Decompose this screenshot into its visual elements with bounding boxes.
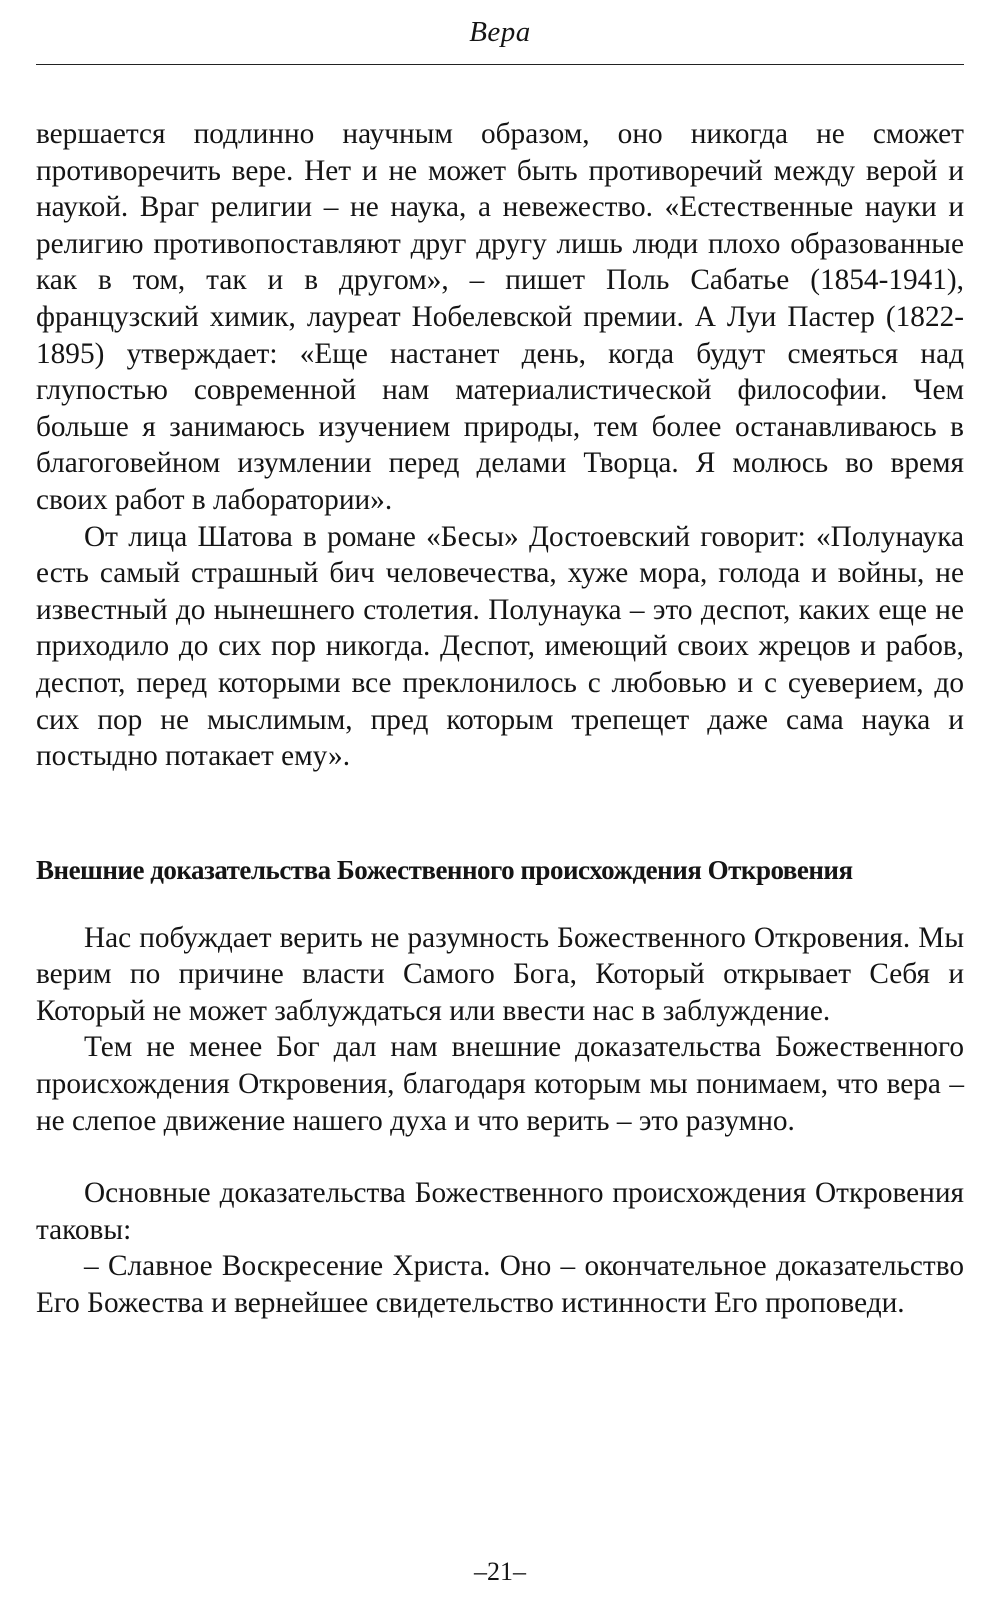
- paragraph-dostoevsky-quote: От лица Шатова в романе «Бесы» Достоевский говорит: «Полунаука есть самый страшный бич человечества, хуже мора, голода и войны, не известный до нынешнего столетия. Полунаука – это деспот, каких еще не приходило до сих пор никогда. Деспот, имеющий своих жрецов и рабов, деспот, перед которыми все преклонилось с любовью и с суеверием, до сих пор не мыслимым, пред которым трепещет даже сама наука и постыдно потакает ему».: [36, 520, 964, 773]
- page-body: [36, 116, 964, 1322]
- page-number: –21–: [474, 1557, 526, 1586]
- paragraph-external-proofs: Тем не менее Бог дал нам внешние доказательства Божественного происхождения Откровения, благодаря которым мы понимаем, что вера – не слепое движение нашего духа и что верить – это разумно.: [36, 1031, 964, 1137]
- paragraph-authority: Нас побуждает верить не разумность Божественного Откровения. Мы верим по причине власти Самого Бога, Который открывает Себя и Который не может заблуждаться или ввести нас в заблуждение.: [36, 921, 964, 1027]
- section-spacer: [36, 775, 964, 853]
- paragraph-continuation: вершается подлинно научным образом, оно никогда не сможет противоречить вере. Нет и не может быть противоречий между верой и наукой. Враг религии – не наука, а невежество. «Естественные науки и религию противопоставляют друг другу лишь люди плохо образованные как в том, так и в другом», – пишет Поль Сабатье (1854-1941), французский химик, лауреат Нобелевской премии. А Луи Пастер (1822-1895) утверждает: «Еще настанет день, когда будут смеяться над глупостью современной нам материалистической философии. Чем больше я занимаюсь изучением природы, тем более останавливаюсь в благоговейном изумлении перед делами Творца. Я молюсь во время своих работ в лаборатории».: [36, 118, 964, 516]
- heading-spacer: [36, 887, 964, 920]
- running-head: Вера: [469, 16, 531, 48]
- paragraph-main-proofs: Основные доказательства Божественного происхождения Откровения таковы:: [36, 1177, 964, 1246]
- header-rule: [36, 64, 964, 65]
- section-heading: Внешние доказательства Божественного происхождения Откровения: [36, 854, 853, 885]
- paragraph-spacer: [36, 1139, 964, 1175]
- list-item-resurrection: – Славное Воскресение Христа. Оно – окончательное доказательство Его Божества и вернейшее свидетельство истинности Его проповеди.: [36, 1250, 964, 1320]
